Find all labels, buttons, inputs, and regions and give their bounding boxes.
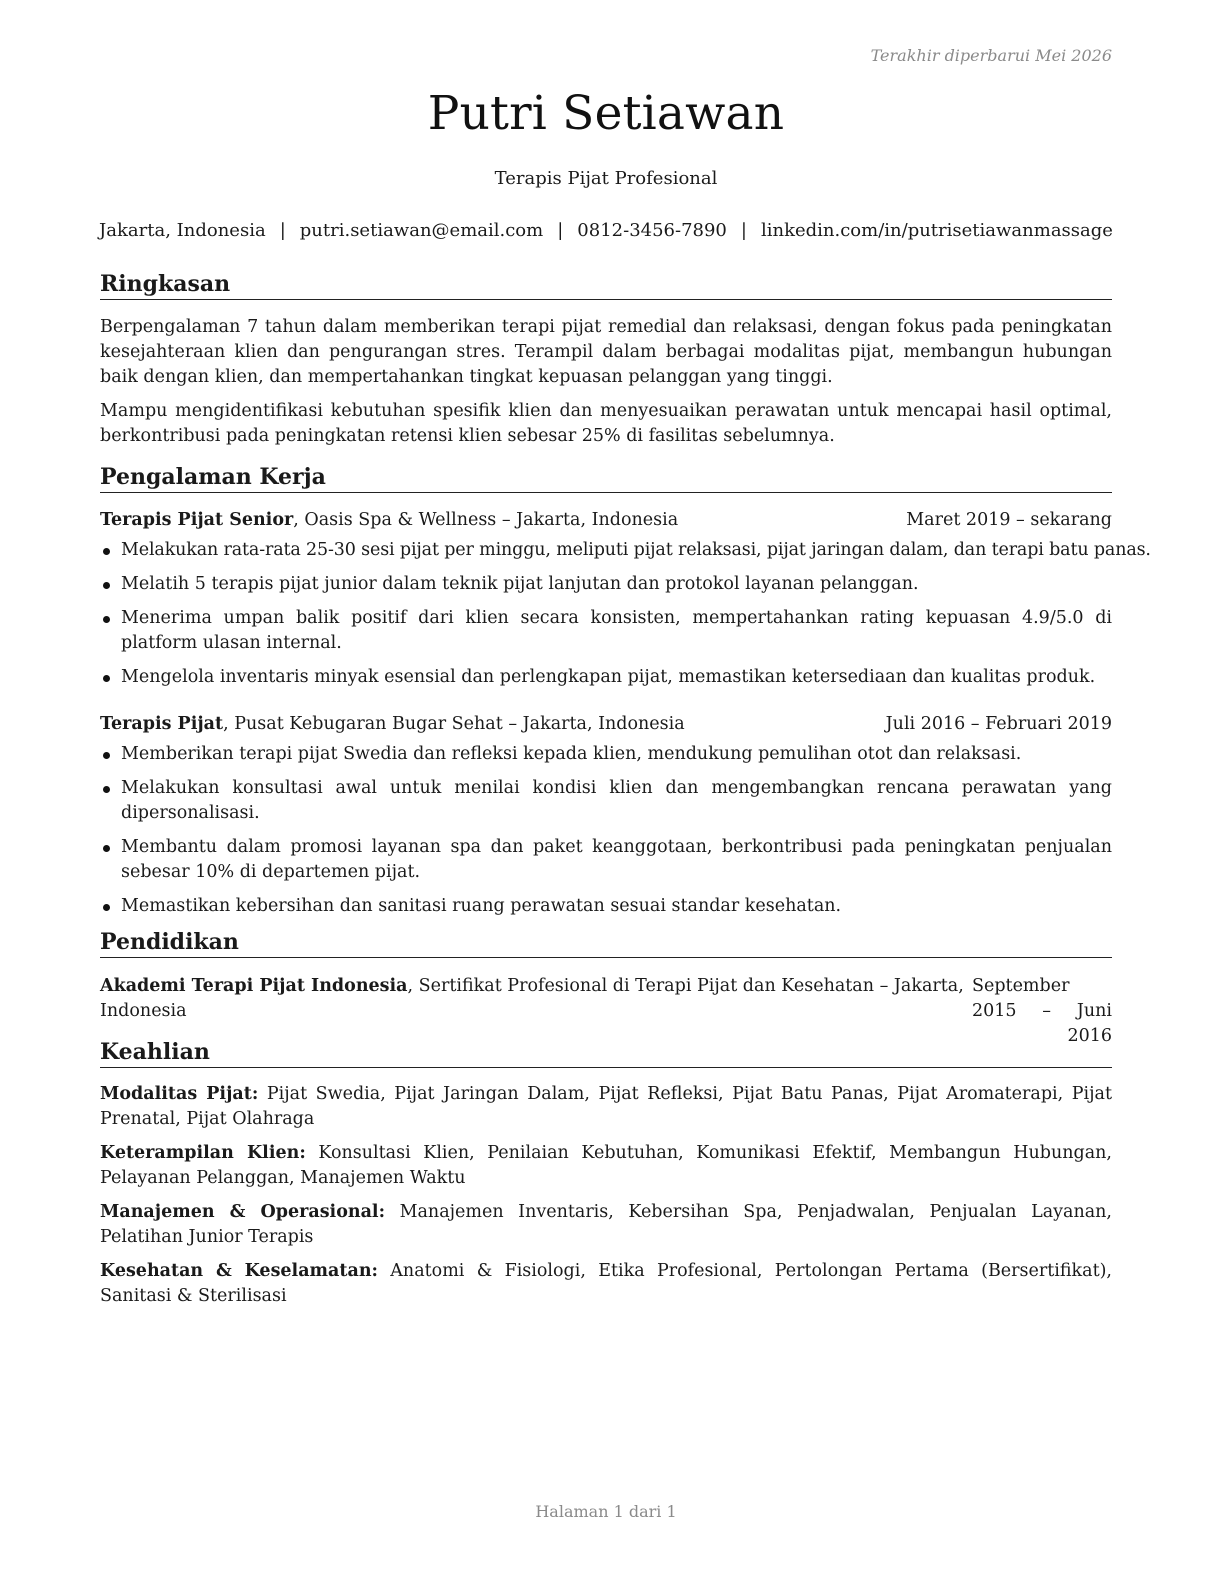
skill-group-items: Pijat Swedia, Pijat Jaringan Dalam, Pijat Refleksi, Pijat Batu Panas, Pijat Aromaterapi, Pijat Prenatal, Pijat Olahraga bbox=[100, 1084, 1112, 1129]
skill-group bbox=[100, 1259, 1112, 1309]
list-item: Membantu dalam promosi layanan spa dan paket keanggotaan, berkontribusi pada peningkatan penjualan sebesar 10% di departemen pijat. bbox=[100, 835, 1112, 885]
job-header bbox=[100, 712, 1112, 737]
page-number-footer: Halaman 1 dari 1 bbox=[535, 1502, 677, 1521]
contact-line bbox=[80, 220, 1132, 241]
job-dates: Maret 2019 – sekarang bbox=[906, 510, 1112, 530]
skill-group-label: Kesehatan & Keselamatan: bbox=[100, 1261, 378, 1281]
section-title-education: Pendidikan bbox=[100, 928, 1112, 958]
section-title-skills: Keahlian bbox=[100, 1038, 1112, 1068]
last-updated-note: Terakhir diperbarui Mei 2026 bbox=[870, 46, 1112, 65]
list-item: Melakukan rata-rata 25-30 sesi pijat per minggu, meliputi pijat relaksasi, pijat jaringan dalam, dan terapi batu panas. bbox=[100, 538, 1112, 563]
list-item: Melatih 5 terapis pijat junior dalam teknik pijat lanjutan dan protokol layanan pelanggan. bbox=[100, 572, 1112, 597]
contact-separator: | bbox=[279, 220, 286, 241]
skill-group bbox=[100, 1200, 1112, 1250]
job-position: Terapis Pijat bbox=[100, 714, 224, 734]
contact-phone[interactable]: 0812-3456-7890 bbox=[577, 220, 727, 241]
education-program: , Sertifikat Profesional di Terapi Pijat dan Kesehatan – Jakarta, Indonesia bbox=[100, 976, 964, 1021]
contact-linkedin[interactable]: linkedin.com/in/putrisetiawanmassage bbox=[760, 220, 1113, 241]
candidate-role: Terapis Pijat Profesional bbox=[494, 168, 718, 189]
candidate-name: Putri Setiawan bbox=[427, 86, 785, 141]
job-bullets bbox=[100, 742, 1112, 928]
list-item: Melakukan konsultasi awal untuk menilai kondisi klien dan mengembangkan rencana perawatan yang dipersonalisasi. bbox=[100, 776, 1112, 826]
section-title-experience: Pengalaman Kerja bbox=[100, 463, 1112, 493]
list-item: Memastikan kebersihan dan sanitasi ruang perawatan sesuai standar kesehatan. bbox=[100, 894, 1112, 919]
contact-separator: | bbox=[557, 220, 564, 241]
list-item: Menerima umpan balik positif dari klien secara konsisten, mempertahankan rating kepuasan 4.9/5.0 di platform ulasan internal. bbox=[100, 606, 1112, 656]
contact-email[interactable]: putri.setiawan@email.com bbox=[299, 220, 544, 241]
summary-paragraph: Mampu mengidentifikasi kebutuhan spesifik klien dan menyesuaikan perawatan untuk mencapai hasil optimal, berkontribusi pada peningkatan retensi klien sebesar 25% di fasilitas sebelumnya. bbox=[100, 401, 1112, 446]
skill-group bbox=[100, 1082, 1112, 1132]
job-employer: , Pusat Kebugaran Bugar Sehat – Jakarta, Indonesia bbox=[223, 714, 685, 734]
education-dates: September 2015 – Juni 2016 bbox=[972, 976, 1112, 1046]
contact-location: Jakarta, Indonesia bbox=[99, 220, 266, 241]
section-title-summary: Ringkasan bbox=[100, 270, 1112, 300]
job-dates: Juli 2016 – Februari 2019 bbox=[885, 714, 1112, 734]
skill-group-items: Anatomi & Fisiologi, Etika Profesional, Pertolongan Pertama (Bersertifikat), Sanitasi & Sterilisasi bbox=[100, 1261, 1112, 1306]
skill-group-label: Keterampilan Klien: bbox=[100, 1143, 306, 1163]
job-title-line bbox=[100, 508, 678, 533]
summary-paragraph: Berpengalaman 7 tahun dalam memberikan terapi pijat remedial dan relaksasi, dengan fokus pada peningkatan kesejahteraan klien dan pengurangan stres. Terampil dalam berbagai modalitas pijat, membangun hubungan baik dengan klien, dan mempertahankan tingkat kepuasan pelanggan yang tinggi. bbox=[100, 317, 1112, 387]
job-position: Terapis Pijat Senior bbox=[100, 510, 294, 530]
skill-group-label: Modalitas Pijat: bbox=[100, 1084, 259, 1104]
skill-group-items: Konsultasi Klien, Penilaian Kebutuhan, Komunikasi Efektif, Membangun Hubungan, Pelayanan Pelanggan, Manajemen Waktu bbox=[100, 1143, 1112, 1188]
list-item: Memberikan terapi pijat Swedia dan refleksi kepada klien, mendukung pemulihan otot dan relaksasi. bbox=[100, 742, 1112, 767]
job-title-line bbox=[100, 712, 685, 737]
skill-group-items: Manajemen Inventaris, Kebersihan Spa, Penjadwalan, Penjualan Layanan, Pelatihan Junior Terapis bbox=[100, 1202, 1112, 1247]
job-bullets bbox=[100, 538, 1151, 699]
resume-page bbox=[99, 0, 1151, 1584]
job-employer: , Oasis Spa & Wellness – Jakarta, Indonesia bbox=[293, 510, 679, 530]
skill-group bbox=[100, 1141, 1112, 1191]
education-institution: Akademi Terapi Pijat Indonesia bbox=[100, 976, 408, 996]
skill-group-label: Manajemen & Operasional: bbox=[100, 1202, 386, 1222]
contact-separator: | bbox=[740, 220, 747, 241]
job-header bbox=[100, 508, 1112, 533]
list-item: Mengelola inventaris minyak esensial dan perlengkapan pijat, memastikan ketersediaan dan kualitas produk. bbox=[100, 665, 1112, 690]
